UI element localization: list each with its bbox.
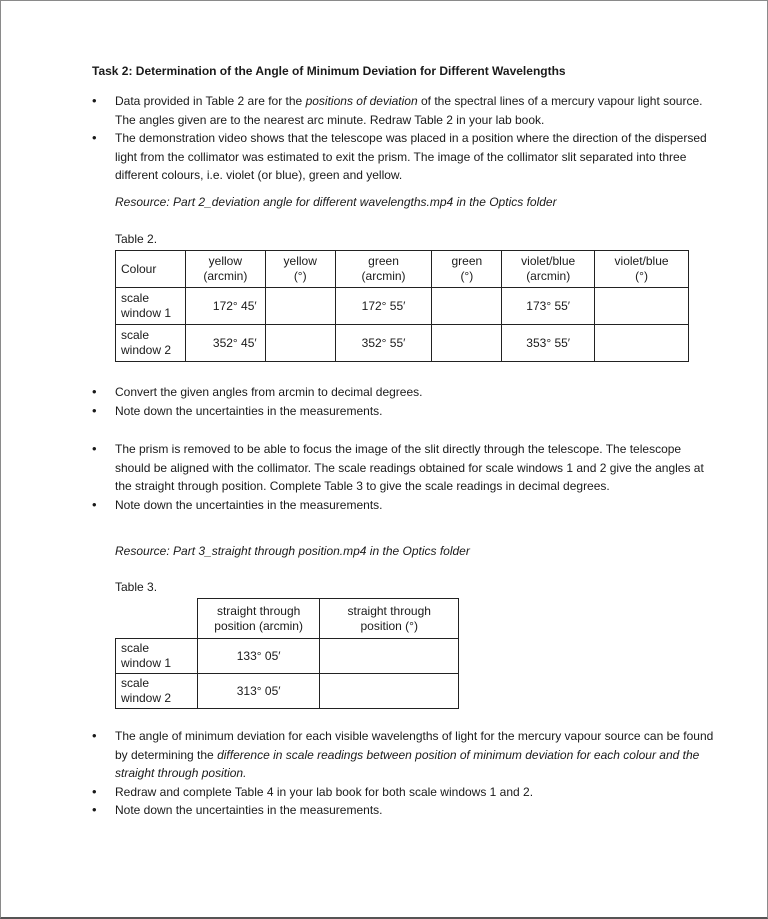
table-cell <box>595 325 689 362</box>
table3-caption: Table 3. <box>115 580 158 594</box>
emphasis-positions-of-deviation: positions of deviation <box>305 94 418 108</box>
table2-header: violet/blue (arcmin) <box>502 251 595 288</box>
bullet-uncertainties: • Note down the uncertainties in the measurements. <box>92 402 717 421</box>
bullet-redraw-table4: • Redraw and complete Table 4 in your lab book for both scale windows 1 and 2. <box>92 783 717 802</box>
table-cell: 352° 45′ <box>185 325 265 362</box>
emphasis-difference-in-scale: difference in scale readings between position of minimum deviation for each colour and the straight through position. <box>115 747 700 780</box>
table2 <box>115 250 689 362</box>
table-cell <box>320 674 459 709</box>
convert-bullets <box>92 383 717 420</box>
bullet-uncertainties: • Note down the uncertainties in the measurements. <box>92 801 717 820</box>
row-label: scale window 1 <box>116 639 198 674</box>
table2-header: violet/blue (°) <box>595 251 689 288</box>
table-cell: 172° 45′ <box>185 288 265 325</box>
bullet-convert-angles: • Convert the given angles from arcmin to decimal degrees. <box>92 383 717 402</box>
table-cell <box>432 288 502 325</box>
table3-header-row <box>116 599 459 639</box>
table2-corner-header: Colour <box>116 251 186 288</box>
table-cell: 133° 05′ <box>197 639 320 674</box>
table-cell <box>432 325 502 362</box>
table3-empty-corner <box>116 599 198 639</box>
intro-bullets <box>92 92 717 185</box>
row-label: scale window 1 <box>116 288 186 325</box>
table3-header: straight through position (°) <box>320 599 459 639</box>
resource-part2: Resource: Part 2_deviation angle for different wavelengths.mp4 in the Optics folder <box>115 195 557 209</box>
table-cell <box>265 288 335 325</box>
prism-removed-bullets <box>92 440 717 514</box>
table-row <box>116 325 689 362</box>
table-row <box>116 674 459 709</box>
table-cell <box>595 288 689 325</box>
table3 <box>115 598 459 709</box>
resource-part3: Resource: Part 3_straight through position.mp4 in the Optics folder <box>115 544 470 558</box>
min-deviation-bullets <box>92 727 717 820</box>
table2-header-row <box>116 251 689 288</box>
row-label: scale window 2 <box>116 325 186 362</box>
bullet-prism-removed: • The prism is removed to be able to focus the image of the slit directly through the telescope. The telescope should be aligned with the collimator. The scale readings obtained for scale windows 1 and 2 give the angles at the straight through position. Complete Table 3 to give the scale readings in decimal degrees. <box>92 440 717 496</box>
table2-header: green (°) <box>432 251 502 288</box>
table3-header: straight through position (arcmin) <box>197 599 320 639</box>
table2-caption: Table 2. <box>115 232 158 246</box>
bullet-demo-video: • The demonstration video shows that the telescope was placed in a position where the direction of the dispersed light from the collimator was estimated to exit the prism. The image of the collimator slit separated into three different colours, i.e. violet (or blue), green and yellow. <box>92 129 717 185</box>
table-cell <box>320 639 459 674</box>
table-row <box>116 288 689 325</box>
table2-header: yellow (°) <box>265 251 335 288</box>
task-title: Task 2: Determination of the Angle of Minimum Deviation for Different Wavelengths <box>92 64 566 78</box>
table2-header: green (arcmin) <box>335 251 432 288</box>
row-label: scale window 2 <box>116 674 198 709</box>
table-cell: 313° 05′ <box>197 674 320 709</box>
table-cell <box>265 325 335 362</box>
table-row <box>116 639 459 674</box>
table2-header: yellow (arcmin) <box>185 251 265 288</box>
bullet-min-deviation: • The angle of minimum deviation for each visible wavelengths of light for the mercury vapour source can be found by determining the difference in scale readings between position of minimum deviation for each colour and the straight through position. <box>92 727 717 783</box>
bullet-table2-data: • Data provided in Table 2 are for the positions of deviation of the spectral lines of a mercury vapour light source. The angles given are to the nearest arc minute. Redraw Table 2 in your lab book. <box>92 92 717 129</box>
table-cell: 353° 55′ <box>502 325 595 362</box>
table-cell: 173° 55′ <box>502 288 595 325</box>
table-cell: 352° 55′ <box>335 325 432 362</box>
table-cell: 172° 55′ <box>335 288 432 325</box>
bullet-uncertainties: • Note down the uncertainties in the measurements. <box>92 496 717 515</box>
